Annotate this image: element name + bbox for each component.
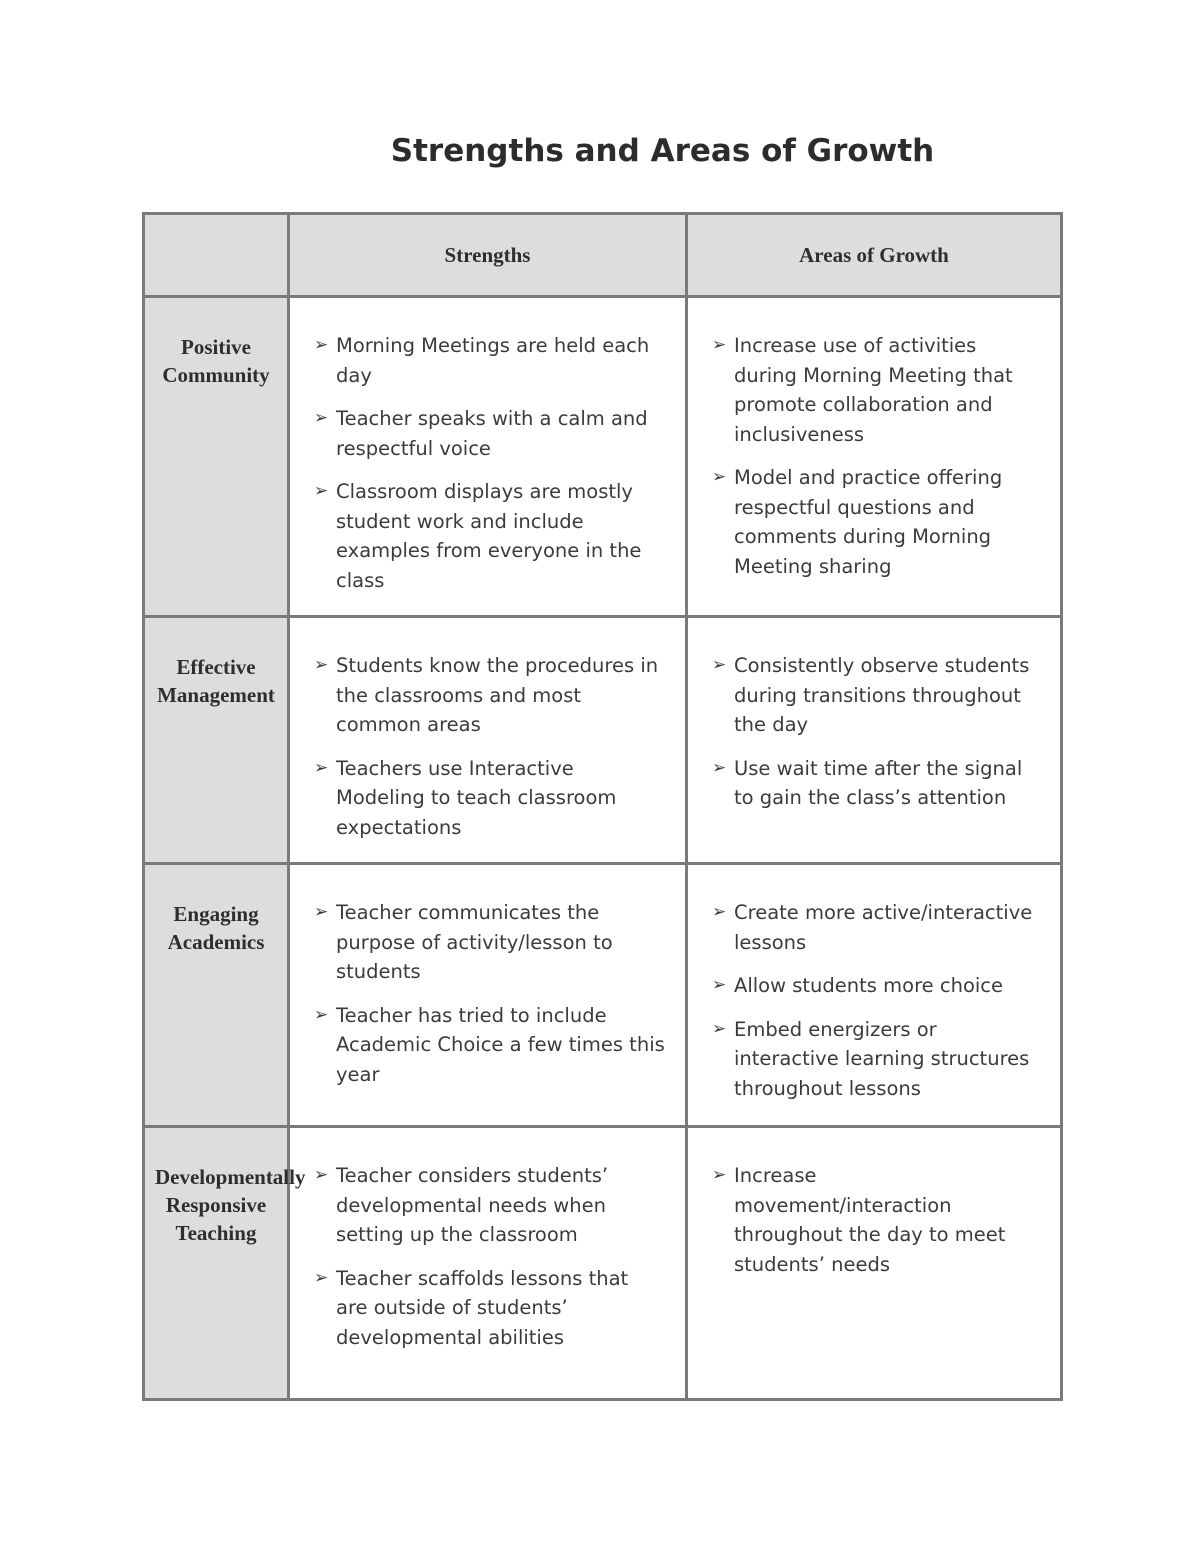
arrow-bullet-icon: ➢ [712,975,727,995]
arrow-bullet-icon: ➢ [712,902,727,922]
arrow-bullet-icon: ➢ [314,335,329,355]
list-item [712,898,1040,957]
strengths-list [290,618,685,862]
growth-cell [687,297,1062,617]
list-item-text: Consistently observe students during transitions throughout the day [734,654,1030,736]
arrow-bullet-icon: ➢ [712,1165,727,1185]
table-row [144,1127,1062,1400]
list-item [314,1001,665,1090]
list-item-text: Teacher has tried to include Academic Choice a few times this year [336,1003,665,1086]
arrow-bullet-icon: ➢ [712,335,727,355]
list-item-text: Classroom displays are mostly student work and include examples from everyone in the class [336,480,642,592]
arrow-bullet-icon: ➢ [314,902,329,922]
arrow-bullet-icon: ➢ [314,655,329,675]
arrow-bullet-icon: ➢ [712,1018,727,1039]
arrow-bullet-icon: ➢ [712,467,727,487]
list-item-text: Model and practice offering respectful questions and comments during Morning Meeting sharing [734,466,1003,578]
row-label-cell [144,864,289,1127]
list-item [314,651,665,740]
growth-cell [687,617,1062,864]
strengths-growth-table [142,212,1063,1401]
strengths-cell [289,297,687,617]
header-strengths: Strengths [289,214,687,297]
table-header-row [144,214,1062,297]
list-item-text: Teacher communicates the purpose of activity/lesson to students [336,901,613,983]
strengths-cell [289,617,687,864]
list-item-text: Teacher speaks with a calm and respectful voice [336,407,648,460]
strengths-list [290,1128,685,1372]
arrow-bullet-icon: ➢ [712,655,727,675]
arrow-bullet-icon: ➢ [314,1004,329,1025]
list-item [712,651,1040,740]
list-item [712,331,1040,449]
list-item [712,463,1040,581]
list-item [314,477,665,595]
row-label: Engaging Academics [167,902,265,954]
header-areas-of-growth: Areas of Growth [687,214,1062,297]
list-item-text: Morning Meetings are held each day [336,334,650,387]
list-item-text: Teacher scaffolds lessons that are outside of students’ developmental abilities [336,1266,629,1349]
arrow-bullet-icon: ➢ [314,757,329,778]
table-row [144,297,1062,617]
list-item-text: Increase use of activities during Morning Meeting that promote collaboration and inclusiveness [734,334,1013,446]
row-label-cell [144,1127,306,1400]
growth-list [688,1128,1060,1299]
list-item-text: Students know the procedures in the classrooms and most common areas [336,654,659,736]
growth-cell [687,864,1062,1127]
growth-list [688,865,1060,1123]
strengths-list [290,298,685,615]
list-item [314,898,665,987]
arrow-bullet-icon: ➢ [314,481,329,501]
list-item-text: Create more active/interactive lessons [734,901,1033,954]
list-item [314,1264,665,1353]
arrow-bullet-icon: ➢ [712,757,727,778]
list-item [314,1161,665,1250]
growth-cell [687,1127,1062,1400]
arrow-bullet-icon: ➢ [314,408,329,428]
header-empty-cell [144,214,289,297]
list-item [712,971,1040,1001]
list-item-text: Teacher considers students’ developmental needs when setting up the classroom [336,1164,609,1246]
row-label: Positive Community [162,335,270,387]
strengths-cell [289,864,687,1127]
list-item [712,1161,1040,1279]
growth-list [688,618,1060,833]
arrow-bullet-icon: ➢ [314,1165,329,1185]
table-row [144,864,1062,1127]
page-title: Strengths and Areas of Growth [390,133,935,169]
strengths-cell [289,1127,687,1400]
growth-list [688,298,1060,601]
list-item [712,1015,1040,1104]
list-item [314,754,665,843]
table-row [144,617,1062,864]
row-label-cell [144,617,289,864]
arrow-bullet-icon: ➢ [314,1267,329,1288]
list-item-text: Embed energizers or interactive learning structures throughout lessons [734,1017,1030,1100]
list-item [314,331,665,390]
strengths-list [290,865,685,1109]
row-label-cell [144,297,289,617]
row-label: Developmentally Responsive Teaching [155,1165,306,1245]
list-item-text: Use wait time after the signal to gain the class’s attention [734,756,1023,809]
row-label: Effective Management [157,655,275,707]
list-item-text: Increase movement/interaction throughout the day to meet students’ needs [734,1164,1006,1276]
list-item-text: Allow students more choice [734,974,1004,997]
list-item-text: Teachers use Interactive Modeling to teach classroom expectations [336,756,617,839]
list-item [314,404,665,463]
list-item [712,754,1040,813]
